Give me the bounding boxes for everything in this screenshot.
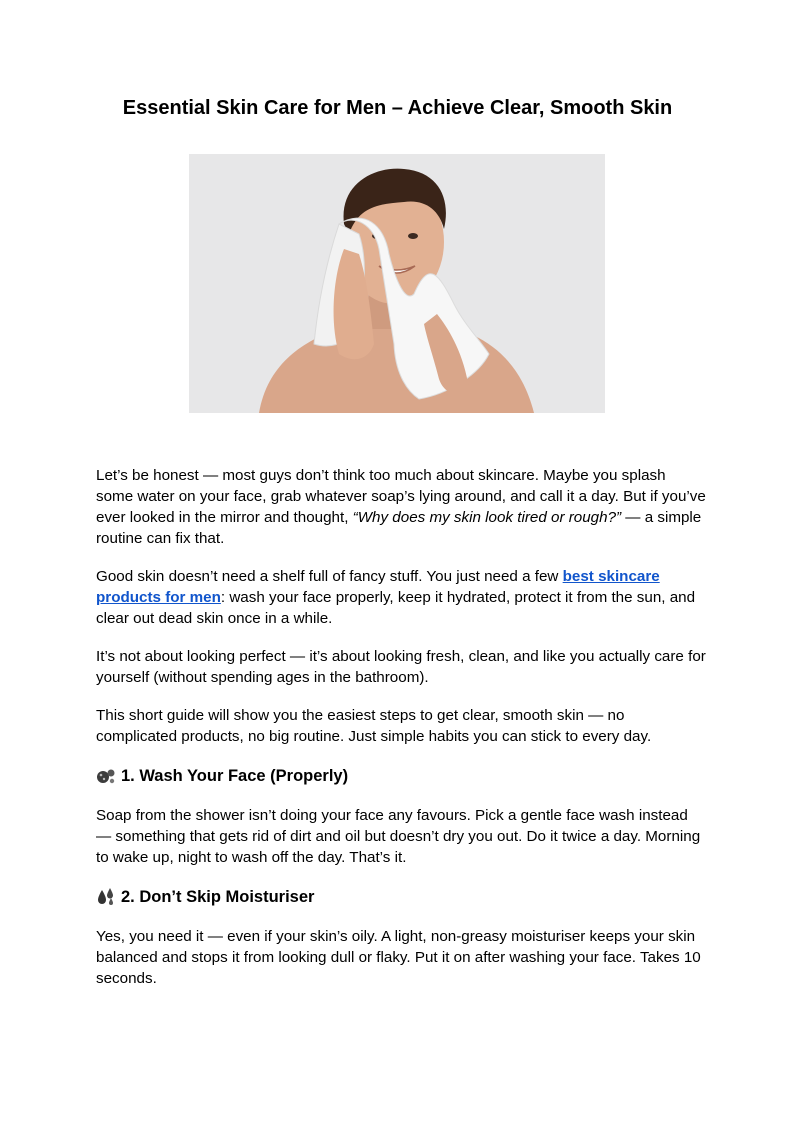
soap-bubbles-icon (96, 767, 116, 785)
hero-image (189, 154, 605, 413)
intro-quote: “Why does my skin look tired or rough?” (352, 509, 622, 526)
intro-paragraph-3: It’s not about looking perfect — it’s about looking fresh, clean, and like you actually care for yourself (without spending ages in the bathroom). (96, 648, 706, 686)
intro-text: Good skin doesn’t need a shelf full of fancy stuff. You just need a few (96, 568, 563, 585)
best-skincare-products-link[interactable]: best skincare products for men (96, 568, 660, 606)
intro-paragraph-2 (96, 566, 706, 629)
section-heading-moisturiser (96, 885, 706, 909)
section-body-moisturiser: Yes, you need it — even if your skin’s oily. A light, non-greasy moisturiser keeps your skin balanced and stops it from looking dull or flaky. Put it on after washing your face. Takes 10 seconds. (96, 928, 701, 987)
section-title: 1. Wash Your Face (Properly) (121, 767, 349, 785)
section-body-wash: Soap from the shower isn’t doing your face any favours. Pick a gentle face wash instead — something that gets rid of dirt and oil but doesn’t dry you out. Do it twice a day. Morning to wake up, night to wash off the day. That’s it. (96, 807, 701, 866)
intro-text-end: : wash your face properly, keep it hydrated, protect it from the sun, and clear out dead skin once in a while. (96, 589, 696, 627)
intro-text: Let’s be honest — most guys don’t think too much about skincare. Maybe you splash some water on your face, grab whatever soap’s lying around, and call it a day. But if you’ve ever looked in the mirror and thought, (96, 467, 706, 526)
intro-text-end: — a simple routine can fix that. (96, 509, 702, 547)
section-heading-wash (96, 764, 706, 788)
water-droplets-icon (96, 888, 116, 906)
intro-paragraph-1 (96, 465, 706, 549)
section-title: 2. Don’t Skip Moisturiser (121, 888, 315, 906)
page-title: Essential Skin Care for Men – Achieve Clear, Smooth Skin (122, 97, 673, 119)
hero-illustration (189, 154, 605, 413)
article-body (96, 465, 706, 989)
intro-paragraph-4: This short guide will show you the easiest steps to get clear, smooth skin — no complicated products, no big routine. Just simple habits you can stick to every day. (96, 707, 652, 745)
